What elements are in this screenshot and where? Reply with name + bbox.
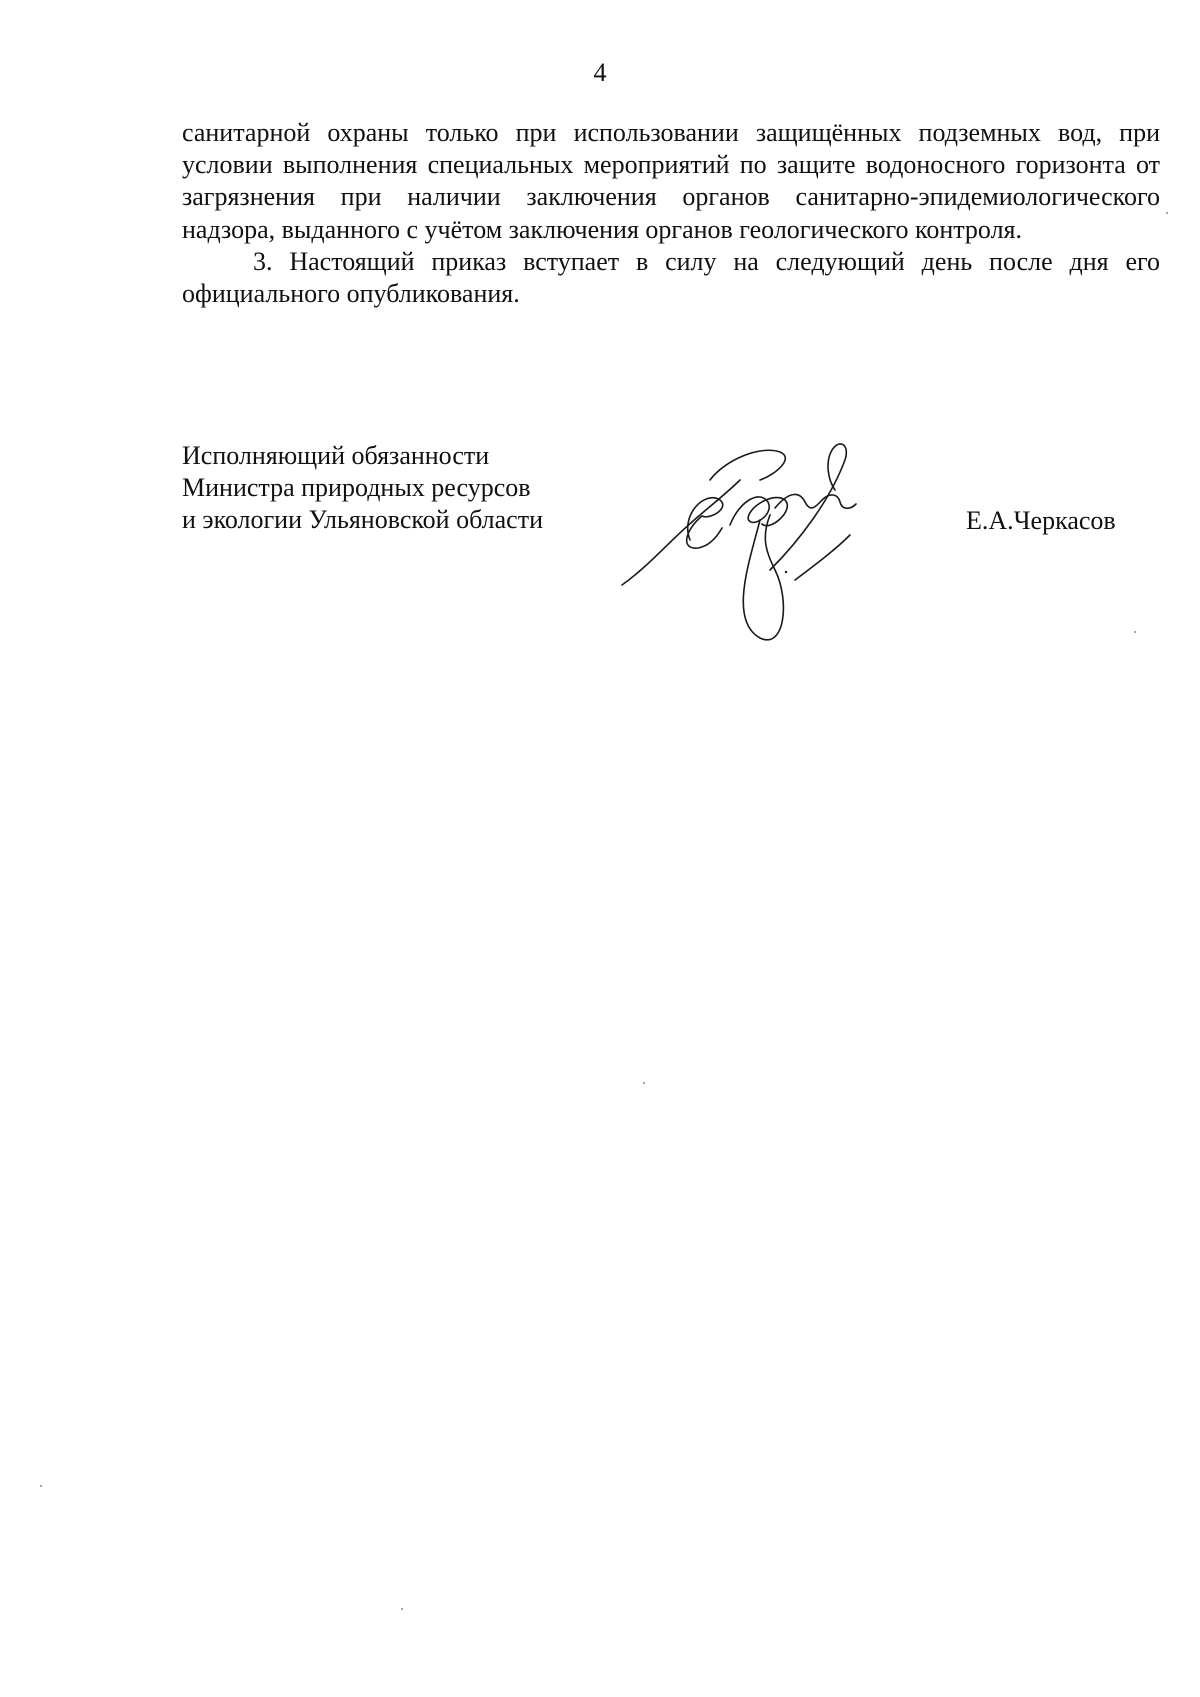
signature-dot [785,571,787,573]
position-line-2: Министра природных ресурсов [182,473,531,503]
position-line-3: и экологии Ульяновской области [182,505,543,535]
paragraph-continuation: санитарной охраны только при использовании защищённых подземных вод, при условии выполнения специальных мероприятий по защите водоносного горизонта от загрязнения при наличии заключения органов санитарно-эпидемиологического надзора, выданного с учётом заключения органов геологического контроля. [182,118,1160,244]
signer-name: Е.А.Черкасов [966,506,1116,535]
position-line-1: Исполняющий обязанности [182,441,490,470]
page-number: 4 [593,58,607,87]
handwritten-signature [610,420,930,660]
paragraph-item-3: 3. Настоящий приказ вступает в силу на следующий день после дня его официального опубликования. [182,246,1160,309]
signatory-position [182,440,642,537]
scan-speck [1134,631,1136,633]
signature-stroke-hook [710,450,785,480]
scan-speck [40,1485,42,1487]
document-body [182,117,1160,310]
signature-stroke-descender [743,515,783,640]
signature-stroke-loops [730,497,787,526]
scan-speck [401,1608,403,1610]
signature-stroke-e [687,498,723,548]
scan-speck [643,1082,645,1084]
signature-stroke-flick [795,535,850,580]
signature-stroke-diagonal [622,480,740,585]
scan-speck [1166,212,1168,214]
